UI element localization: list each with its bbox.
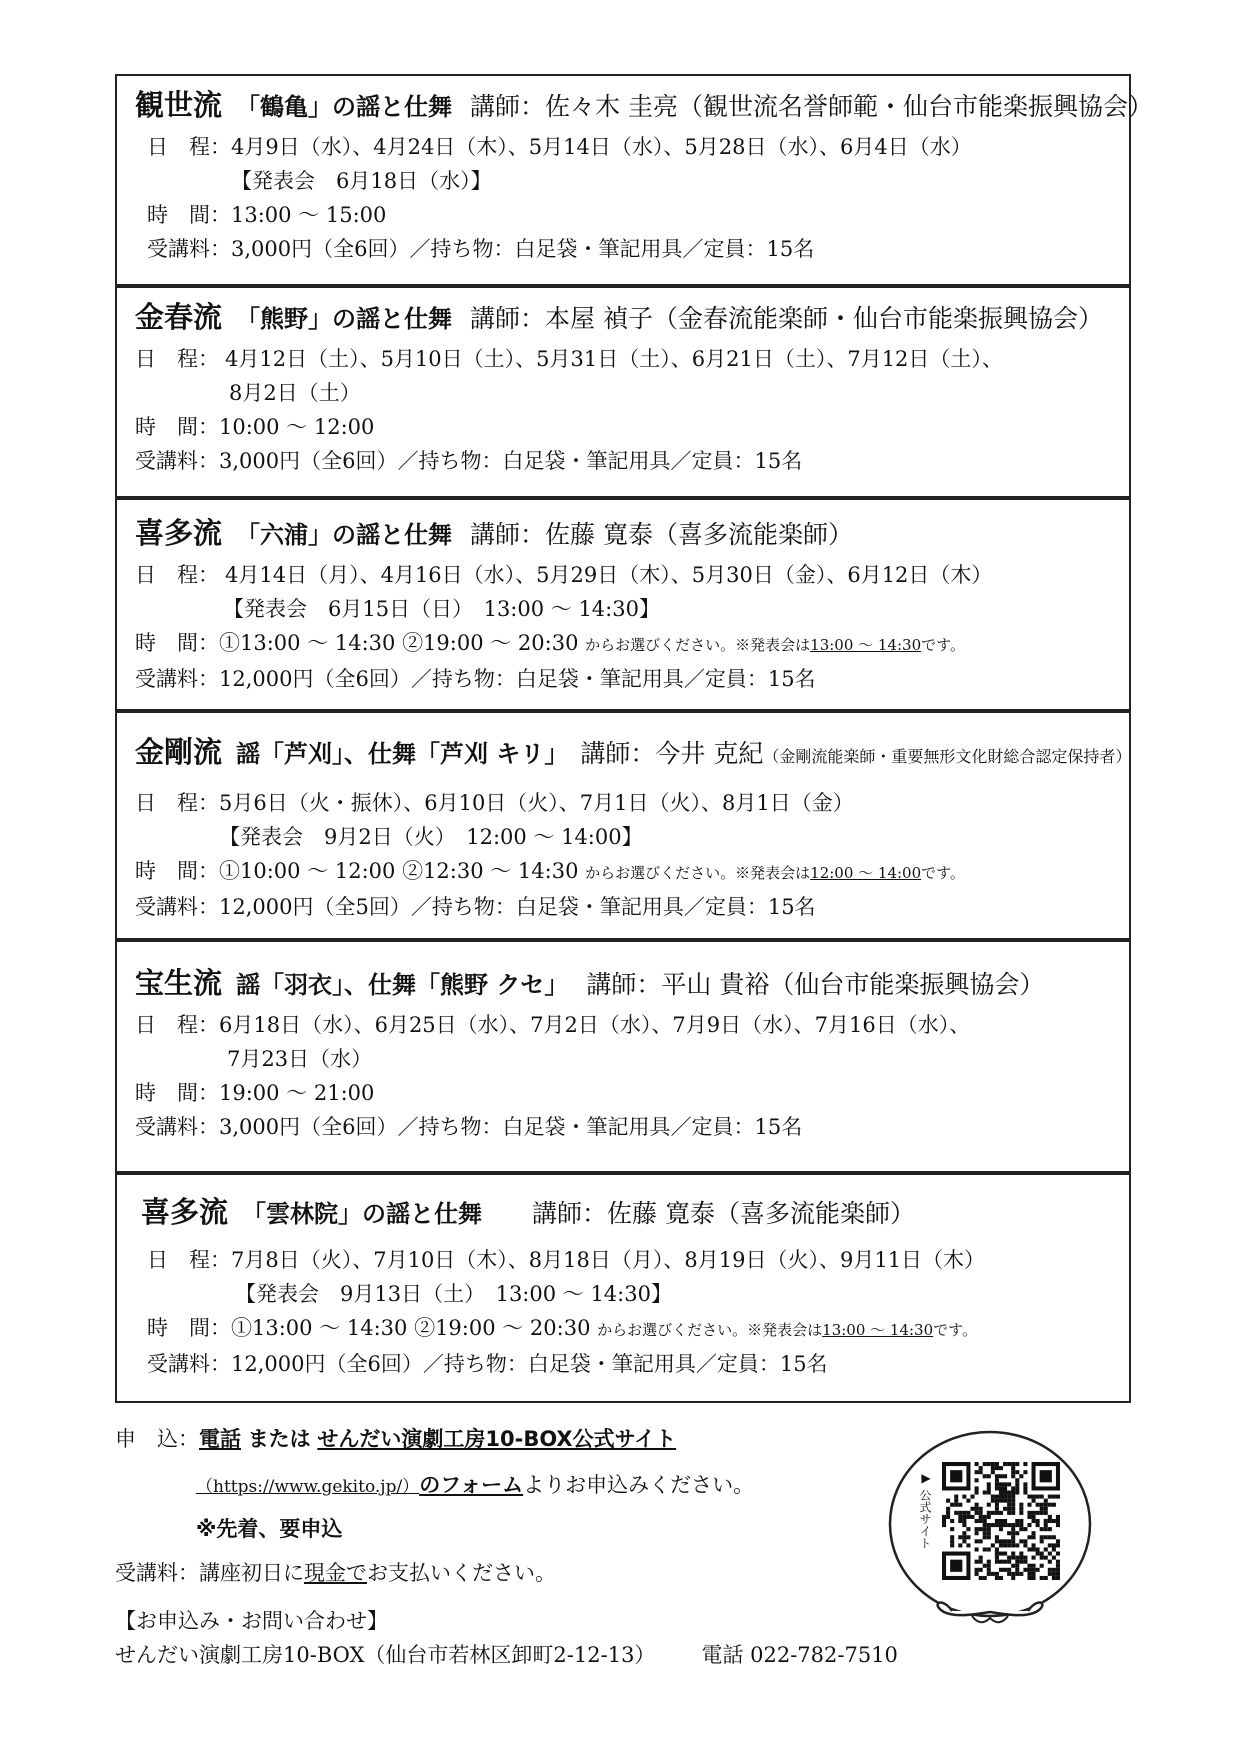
- dates-row: [135, 1008, 1111, 1042]
- apply-or: または: [247, 1427, 311, 1451]
- dates-line1: 7月8日（火）、7月10日（木）、8月18日（月）、8月19日（火）、9月11日（木）: [231, 1248, 986, 1272]
- piece-title: 「六浦」の謡と仕舞: [236, 521, 453, 549]
- dates-row: [135, 130, 1111, 164]
- time-value: ①10:00 〜 12:00 ②12:30 〜 14:30: [219, 859, 579, 883]
- dates-label: 日 程：: [135, 791, 219, 815]
- piece-title: 「熊野」の謡と仕舞: [236, 305, 453, 333]
- instructor: 講師：佐々木 圭亮（観世流名誉師範・仙台市能楽振興協会）: [470, 92, 1153, 121]
- school-name: 観世流: [135, 88, 223, 122]
- fee-row: [135, 444, 1111, 478]
- time-row: [135, 1311, 1111, 1347]
- fee-label: 受講料：: [135, 895, 219, 919]
- fee-value: 3,000円（全6回）／持ち物：白足袋・筆記用具／定員：15名: [231, 237, 815, 261]
- dates-row: [135, 342, 1111, 376]
- time-row: [135, 1076, 1111, 1110]
- contact-row: [115, 1640, 898, 1670]
- qr-badge[interactable]: [880, 1428, 1100, 1628]
- apply-label: 申 込：: [115, 1427, 199, 1451]
- payment-cash: 現金で: [304, 1561, 367, 1585]
- fee-label: 受講料：: [135, 449, 219, 473]
- instructor: 講師：本屋 禎子（金春流能楽師・仙台市能楽振興協会）: [470, 304, 1103, 333]
- dates-line1: 4月14日（月）、4月16日（水）、5月29日（木）、5月30日（金）、6月12日（木）: [225, 563, 993, 587]
- time-label: 時 間：: [135, 1081, 219, 1105]
- fee-value: 12,000円（全5回）／持ち物：白足袋・筆記用具／定員：15名: [219, 895, 816, 919]
- course-header: [135, 968, 1111, 1000]
- course-header: [135, 735, 1132, 772]
- course-header: [135, 518, 1111, 550]
- dates-label: 日 程：: [147, 135, 231, 159]
- time-row: [135, 626, 1111, 662]
- time-value: 10:00 〜 12:00: [219, 415, 375, 439]
- dates-line2: 【発表会 9月2日（火） 12:00 〜 14:00】: [219, 825, 643, 849]
- time-value: ①13:00 〜 14:30 ②19:00 〜 20:30: [231, 1316, 591, 1340]
- time-note: からお選びください。※発表会は13:00 〜 14:30です。: [597, 1321, 977, 1339]
- qr-code-icon[interactable]: [942, 1462, 1060, 1580]
- fee-value: 3,000円（全6回）／持ち物：白足袋・筆記用具／定員：15名: [219, 1115, 803, 1139]
- course-box-konparu-yuya: [115, 286, 1131, 498]
- fee-label: 受講料：: [147, 1352, 231, 1376]
- instructor: 講師：佐藤 寛泰（喜多流能楽師）: [470, 520, 853, 549]
- course-box-kita-unrinin: [115, 1173, 1131, 1403]
- school-name: 喜多流: [141, 1195, 229, 1229]
- apply-form-link[interactable]: のフォーム: [419, 1473, 524, 1497]
- time-label: 時 間：: [135, 415, 219, 439]
- dates-label: 日 程：: [135, 1013, 219, 1037]
- apply-url-link[interactable]: （https://www.gekito.jp/）: [196, 1477, 420, 1497]
- time-label: 時 間：: [147, 1316, 231, 1340]
- time-row: [135, 854, 1111, 890]
- time-label: 時 間：: [147, 203, 231, 227]
- time-note: からお選びください。※発表会は13:00 〜 14:30です。: [585, 636, 965, 654]
- fee-label: 受講料：: [147, 237, 231, 261]
- apply-row: [115, 1424, 676, 1454]
- course-header: [135, 302, 1111, 334]
- time-value: 19:00 〜 21:00: [219, 1081, 375, 1105]
- course-box-hosho-hagoromo: [115, 940, 1131, 1173]
- school-name: 金剛流: [135, 735, 223, 769]
- dates-label: 日 程：: [135, 563, 219, 587]
- dates-line1: 5月6日（火・振休）、6月10日（火）、7月1日（火）、8月1日（金）: [219, 791, 854, 815]
- dates-line2: 8月2日（土）: [229, 381, 361, 405]
- instructor: 講師：今井 克紀: [580, 739, 764, 768]
- payment-row: 受講料：講座初日に現金でお支払いください。: [115, 1561, 556, 1585]
- contact-heading: 【お申込み・お問い合わせ】: [115, 1609, 388, 1633]
- time-value: 13:00 〜 15:00: [231, 203, 387, 227]
- dates-row: [135, 786, 1111, 820]
- fee-label: 受講料：: [135, 1115, 219, 1139]
- fee-row: [135, 890, 1111, 924]
- dates-line2: 7月23日（水）: [227, 1047, 373, 1071]
- dates-row: [135, 558, 1111, 592]
- instructor: 講師：佐藤 寛泰（喜多流能楽師）: [532, 1199, 915, 1228]
- course-box-kongo-ashikari: [115, 711, 1131, 940]
- course-header: [135, 1197, 1111, 1229]
- qr-label-text: 公式サイト: [918, 1489, 932, 1549]
- qr-label: ▶ 公式サイト: [918, 1471, 932, 1549]
- fee-label: 受講料：: [135, 667, 219, 691]
- instructor: 講師：平山 貴裕（仙台市能楽振興協会）: [586, 970, 1045, 999]
- time-label: 時 間：: [135, 631, 219, 655]
- school-name: 喜多流: [135, 516, 223, 550]
- course-box-kita-mutsura: [115, 498, 1131, 711]
- school-name: 金春流: [135, 300, 223, 334]
- contact-phone: 電話 022-782-7510: [701, 1643, 898, 1667]
- dates-line1: 4月9日（水）、4月24日（木）、5月14日（水）、5月28日（水）、6月4日（水）: [231, 135, 972, 159]
- apply-note: ※先着、要申込: [196, 1517, 343, 1541]
- fee-row: [135, 1110, 1111, 1144]
- school-name: 宝生流: [135, 966, 223, 1000]
- fee-value: 12,000円（全6回）／持ち物：白足袋・筆記用具／定員：15名: [231, 1352, 828, 1376]
- piece-title: 「鶴亀」の謡と仕舞: [236, 93, 453, 121]
- fee-value: 3,000円（全6回）／持ち物：白足袋・筆記用具／定員：15名: [219, 449, 803, 473]
- apply-phone: 電話: [199, 1427, 241, 1451]
- apply-site-link[interactable]: せんだい演劇工房10-BOX公式サイト: [317, 1427, 677, 1451]
- dates-label: 日 程：: [135, 347, 219, 371]
- time-row: [135, 198, 1111, 232]
- piece-title: 「雲林院」の謡と仕舞: [242, 1200, 483, 1228]
- time-label: 時 間：: [135, 859, 219, 883]
- instructor-note: （金剛流能楽師・重要無形文化財総合認定保持者）: [763, 747, 1132, 766]
- time-value: ①13:00 〜 14:30 ②19:00 〜 20:30: [219, 631, 579, 655]
- dates-line1: 6月18日（水）、6月25日（水）、7月2日（水）、7月9日（水）、7月16日（水）、: [219, 1013, 971, 1037]
- fee-row: [135, 232, 1111, 266]
- fee-value: 12,000円（全6回）／持ち物：白足袋・筆記用具／定員：15名: [219, 667, 816, 691]
- piece-title: 謡「羽衣」、仕舞「熊野 クセ」: [236, 971, 569, 999]
- dates-row: [135, 1243, 1111, 1277]
- fee-row: [135, 662, 1111, 696]
- time-note: からお選びください。※発表会は12:00 〜 14:00です。: [585, 864, 965, 882]
- piece-title: 謡「芦刈」、仕舞「芦刈 キリ」: [236, 740, 569, 768]
- course-header: [135, 88, 1153, 122]
- dates-label: 日 程：: [147, 1248, 231, 1272]
- time-row: [135, 410, 1111, 444]
- apply-url-row: （https://www.gekito.jp/）のフォームよりお申込みください。: [196, 1473, 755, 1497]
- fee-row: [135, 1347, 1111, 1381]
- course-box-kanze-tsurukame: [115, 74, 1153, 286]
- contact-org: せんだい演劇工房10-BOX（仙台市若林区卸町2-12-13）: [115, 1643, 656, 1667]
- payment-label: 受講料：: [115, 1561, 199, 1585]
- dates-line1: 4月12日（土）、5月10日（土）、5月31日（土）、6月21日（土）、7月12日（土）、: [225, 347, 1003, 371]
- dates-line2: 【発表会 6月15日（日） 13:00 〜 14:30】: [223, 597, 660, 621]
- dates-line2: 【発表会 9月13日（土） 13:00 〜 14:30】: [235, 1282, 672, 1306]
- dates-line2: 【発表会 6月18日（水）】: [231, 169, 492, 193]
